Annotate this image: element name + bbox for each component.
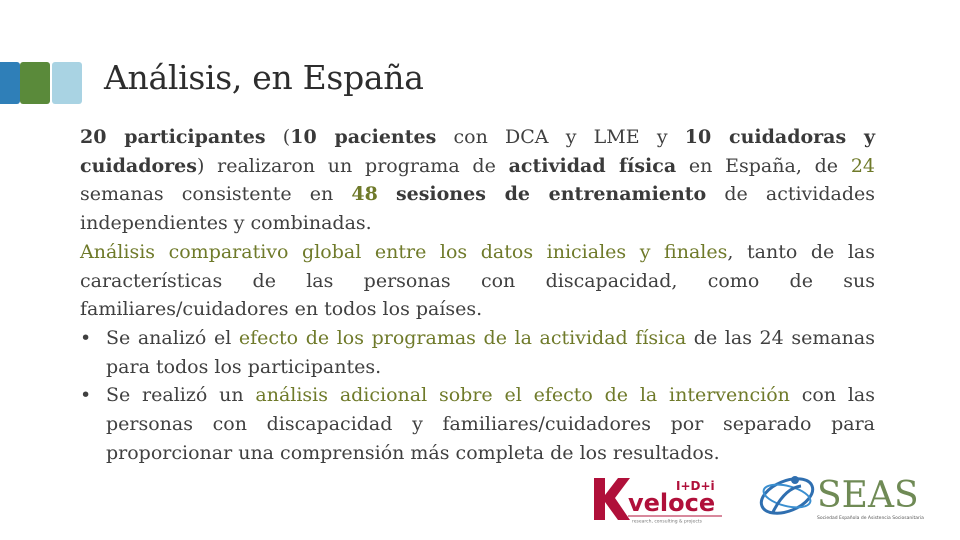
bullet-icon: •	[80, 326, 92, 349]
paragraph-analysis: Análisis comparativo global entre los datos iniciales y finales, tanto de las características de las personas con discapacidad, como de sus familiares/cuidadores en todos los países.	[80, 240, 875, 321]
bullet-list	[80, 324, 875, 468]
slide-title: Análisis, en España	[104, 58, 424, 97]
blue-square	[0, 62, 20, 104]
seas-logo	[755, 468, 940, 526]
slide-body	[80, 123, 875, 467]
svg-text:veloce: veloce	[628, 489, 716, 517]
svg-text:I+D+i: I+D+i	[676, 479, 715, 493]
paragraph-participants: 20 participantes (10 pacientes con DCA y LME y 10 cuidadoras y cuidadores) realizaron un programa de actividad física en España, de 24 semanas consistente en 48 sesiones de entrenamiento de actividades independientes y combinadas.	[80, 126, 876, 235]
svg-text:SEAS: SEAS	[817, 475, 919, 516]
green-square	[20, 62, 50, 104]
list-item: • Se analizó el efecto de los programas de la actividad física de las 24 semanas para todos los participantes.	[80, 324, 875, 381]
light-blue-square	[52, 62, 82, 104]
bullet-icon: •	[80, 384, 92, 407]
svg-text:Sociedad Española de Asistenci: Sociedad Española de Asistencia Sociosanitaria	[817, 516, 924, 521]
kveloce-logo	[592, 474, 728, 524]
list-item: • Se realizó un análisis adicional sobre el efecto de la intervención con las personas con discapacidad y familiares/cuidadores por separado para proporcionar una comprensión más completa de los resultados.	[80, 381, 875, 467]
svg-text:research, consulting & project: research, consulting & projects	[632, 519, 702, 524]
